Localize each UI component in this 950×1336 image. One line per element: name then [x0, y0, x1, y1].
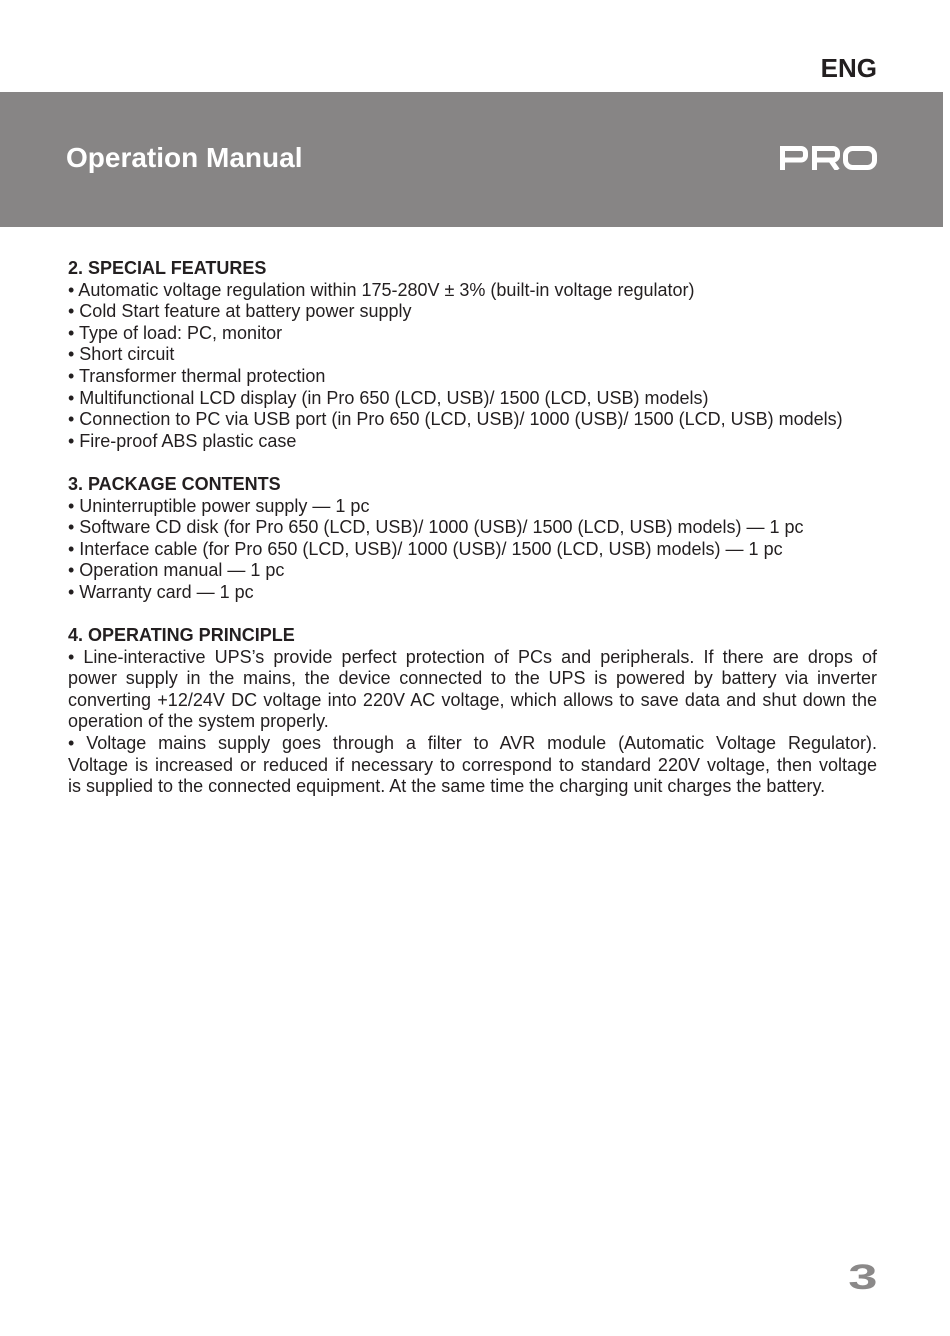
paragraph-line: Voltage is increased or reduced if necessary to correspond to standard 220V voltage, then voltage [68, 754, 877, 775]
list-item: • Operation manual — 1 pc [68, 560, 285, 581]
header-banner [0, 92, 943, 227]
paragraph-line: converting +12/24V DC voltage into 220V AC voltage, which allows to save data and shut down the [68, 689, 877, 710]
paragraph-line: • Voltage mains supply goes through a filter to AVR module (Automatic Voltage Regulator). [68, 733, 877, 754]
logo-letter-p [783, 149, 806, 171]
list-item: • Software CD disk (for Pro 650 (LCD, USB)/ 1000 (USB)/ 1500 (LCD, USB) models) — 1 pc [68, 517, 804, 538]
paragraph-line: is supplied to the connected equipment. At the same time the charging unit charges the battery. [68, 776, 826, 797]
logo-letter-r [815, 149, 838, 171]
list-item: • Short circuit [68, 344, 175, 365]
paragraph-voltage-mains [68, 733, 877, 798]
list-item: • Fire-proof ABS plastic case [68, 430, 297, 451]
logo-letter-o [846, 149, 875, 168]
section-package-contents [68, 474, 877, 604]
paragraph-line: • Line-interactive UPS’s provide perfect protection of PCs and peripherals. If there are drops of [68, 646, 877, 667]
list-item: • Cold Start feature at battery power supply [68, 301, 412, 322]
list-item: • Interface cable (for Pro 650 (LCD, USB)/ 1000 (USB)/ 1500 (LCD, USB) models) — 1 pc [68, 538, 783, 559]
list-item: • Connection to PC via USB port (in Pro 650 (LCD, USB)/ 1000 (USB)/ 1500 (LCD, USB) models) [68, 409, 843, 430]
document-title: Operation Manual [66, 142, 303, 173]
section-operating-principle [68, 625, 877, 798]
document-body [68, 258, 877, 798]
pro-logo [780, 146, 877, 170]
section-heading: 4. OPERATING PRINCIPLE [68, 625, 295, 646]
section-special-features [68, 258, 877, 452]
list-item: • Uninterruptible power supply — 1 pc [68, 495, 370, 516]
paragraph-line-interactive [68, 647, 877, 733]
list-item: • Type of load: PC, monitor [68, 322, 283, 343]
list-item: • Automatic voltage regulation within 175-280V ± 3% (built-in voltage regulator) [68, 279, 695, 300]
page-number: 3 [847, 1258, 877, 1297]
section-heading: 2. SPECIAL FEATURES [68, 258, 267, 278]
section-heading: 3. PACKAGE CONTENTS [68, 473, 281, 494]
list-item: • Multifunctional LCD display (in Pro 650 (LCD, USB)/ 1500 (LCD, USB) models) [68, 387, 709, 408]
language-label: ENG [820, 53, 877, 83]
list-item: • Warranty card — 1 pc [68, 581, 254, 602]
paragraph-line: operation of the system properly. [68, 711, 329, 732]
list-item: • Transformer thermal protection [68, 365, 326, 386]
paragraph-line: power supply in the mains, the device connected to the UPS is powered by battery via inverter [68, 668, 877, 689]
